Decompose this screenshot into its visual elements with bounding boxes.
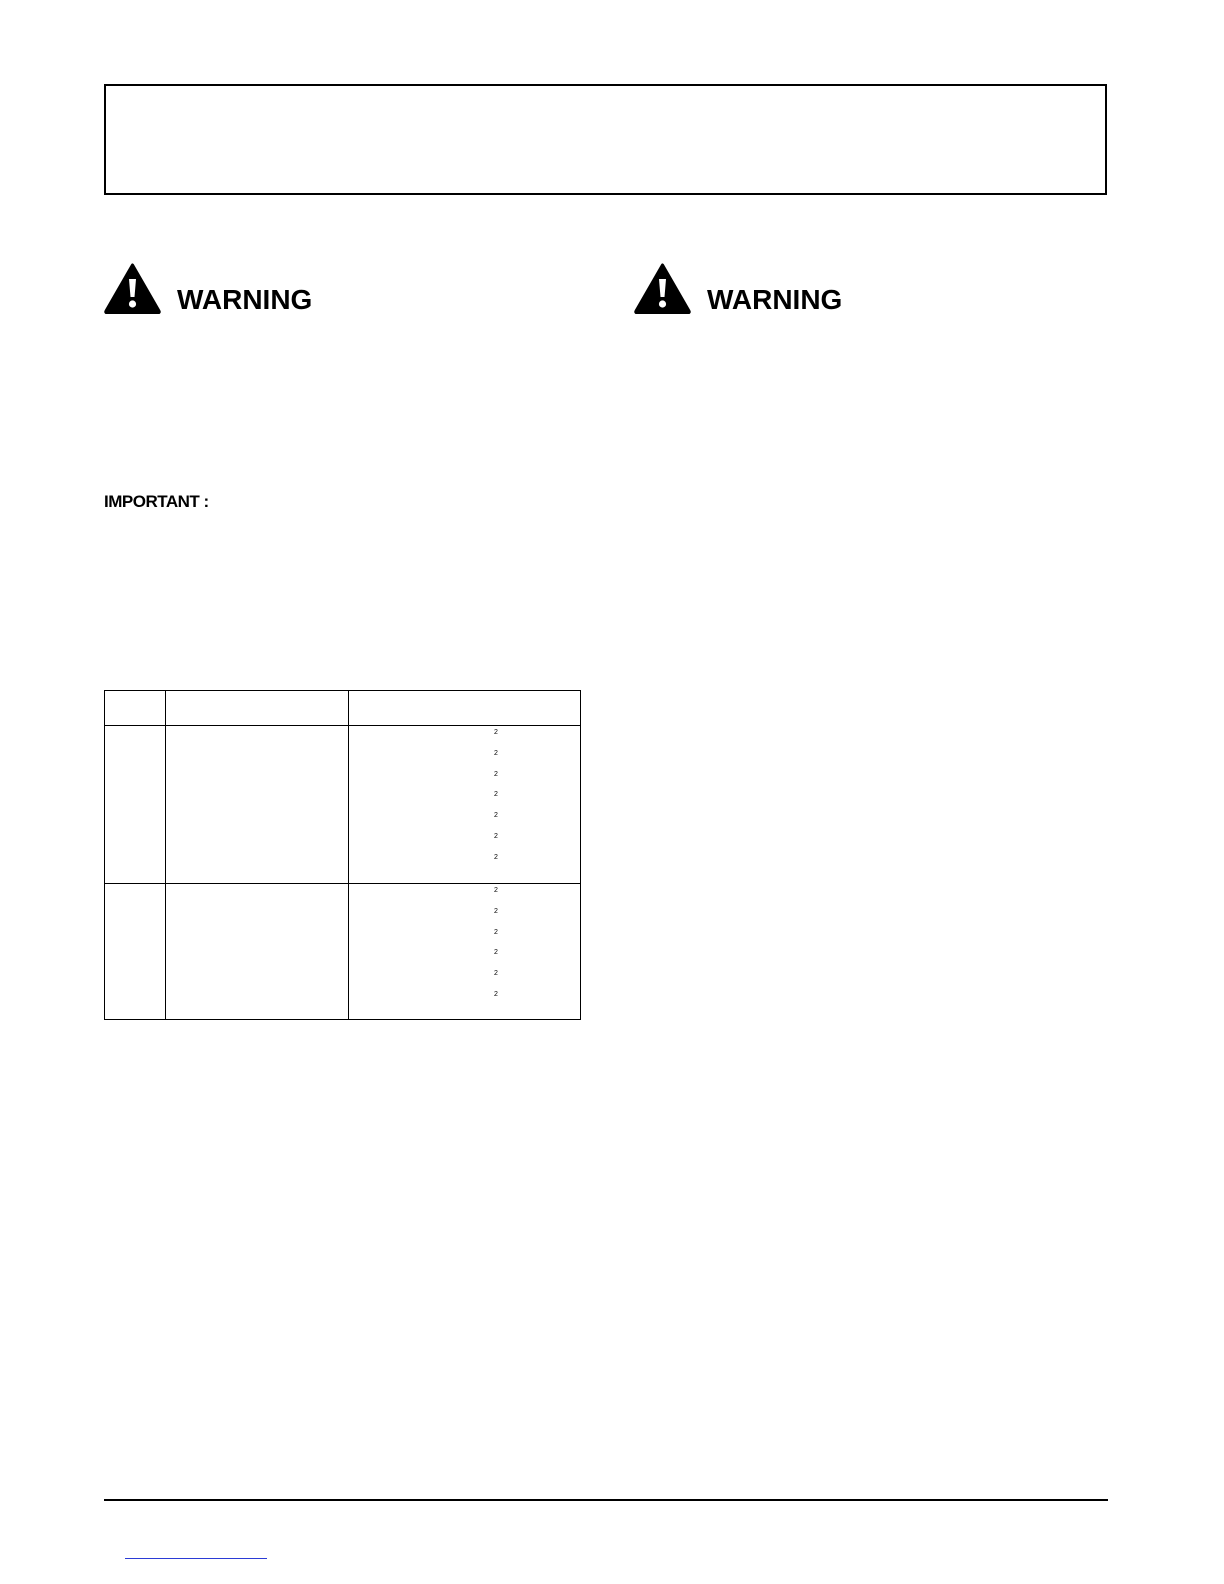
superscript-mark: 2: [494, 771, 498, 778]
superscript-mark: 2: [494, 929, 498, 936]
table-row: [105, 726, 581, 884]
superscript-mark: 2: [494, 812, 498, 819]
table-header-row: [105, 691, 581, 726]
superscript-mark: 2: [494, 833, 498, 840]
important-label: IMPORTANT :: [104, 492, 209, 511]
warning-label: WARNING: [177, 284, 313, 315]
superscript-mark: 2: [494, 970, 498, 977]
superscript-mark: 2: [494, 750, 498, 757]
table-cell: [349, 884, 581, 1020]
table-header-cell: [166, 691, 349, 726]
footer-rule: [104, 1499, 1108, 1501]
superscript-mark: 2: [494, 854, 498, 861]
superscript-mark: 2: [494, 729, 498, 736]
superscript-mark: 2: [494, 991, 498, 998]
table-cell: [166, 726, 349, 884]
superscript-mark: 2: [494, 887, 498, 894]
table-header-cell: [349, 691, 581, 726]
table-cell: [349, 726, 581, 884]
table-cell: [105, 726, 166, 884]
table-row: [105, 884, 581, 1020]
header-box: [104, 84, 1107, 195]
table-header-cell: [105, 691, 166, 726]
warning-label: WARNING: [707, 284, 843, 315]
table-cell: [105, 884, 166, 1020]
spec-table: [104, 690, 581, 1020]
table-cell: [166, 884, 349, 1020]
warning-triangle-icon: [104, 263, 161, 314]
warning-triangle-icon: [634, 263, 691, 314]
superscript-mark: 2: [494, 949, 498, 956]
warning-left: [104, 263, 312, 314]
warning-right: [634, 263, 842, 314]
superscript-mark: 2: [494, 908, 498, 915]
superscript-mark: 2: [494, 791, 498, 798]
footer-link-underline[interactable]: [125, 1558, 267, 1559]
